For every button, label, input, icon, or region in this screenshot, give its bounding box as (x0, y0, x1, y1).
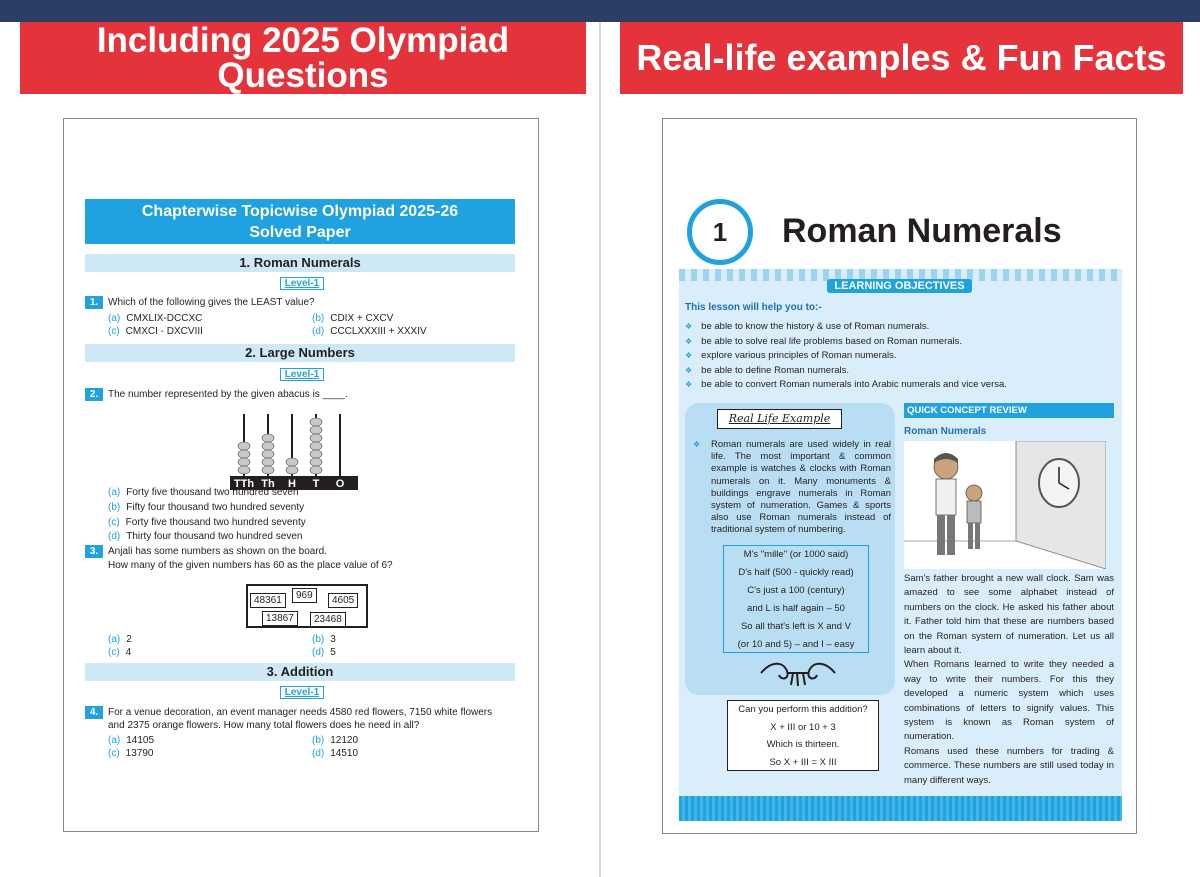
objective-item (685, 364, 1115, 379)
addition-line: Which is thirteen. (766, 739, 840, 750)
bullet-icon: ❖ (685, 380, 693, 390)
paper-title (85, 199, 515, 244)
objective-text: be able to define Roman numerals. (701, 364, 850, 376)
addition-box (727, 700, 879, 771)
question-number: 1. (85, 296, 103, 309)
option-label: (d) (108, 531, 121, 542)
option-text: CMXCI - DXCVIII (125, 326, 203, 337)
option-text: 12120 (330, 735, 359, 746)
concept-story (904, 572, 1114, 788)
right-banner: Real-life examples & Fun Facts (620, 22, 1183, 94)
section-heading: 3. Addition (85, 663, 515, 681)
option-text: Forty five thousand two hundred seventy (125, 517, 306, 528)
objective-item (685, 378, 1115, 393)
option-text: CMXLIX-DCCXC (126, 313, 203, 324)
poem-line: M's "mille" (or 1000 said) (743, 549, 849, 560)
story-paragraph: Sam's father brought a new wall clock. Sam was amazed to see some alphabet instead of numbers on the clock. He asked his father about it. Father told him that these are numbers based on the Roman system of numeration. Let us all learn about it. (904, 573, 1114, 657)
option (108, 501, 304, 514)
question-text: How many of the given numbers has 60 as the place value of 6? (108, 560, 393, 571)
option (108, 312, 202, 325)
question-number: 4. (85, 706, 103, 719)
footer-wave (679, 796, 1122, 821)
option (312, 633, 336, 646)
right-page-preview (662, 118, 1137, 834)
level-badge: Level-1 (280, 277, 324, 290)
objectives-list (685, 320, 1115, 393)
board-number: 969 (292, 588, 317, 603)
left-banner-line2: Questions (217, 56, 389, 95)
option (108, 633, 132, 646)
addition-line: So X + III = X III (769, 756, 837, 768)
chapter-number: 1 (687, 199, 753, 265)
real-life-example-body: Roman numerals are used widely in real life. The most important & common example is watches & clocks with Roman numerals on it. Many monuments & buildings engrave numerals in Roman system of numeration. Games & sports also use Roman numerals instead of traditional system of numbering. (711, 439, 891, 536)
option-label: (d) (312, 326, 325, 337)
real-life-example-panel (685, 403, 895, 695)
objective-text: be able to convert Roman numerals into Arabic numerals and vice versa. (701, 379, 1007, 391)
option (312, 646, 336, 659)
abacus-label: T (312, 478, 320, 490)
option-text: CCCLXXXIII + XXXIV (330, 326, 427, 337)
poem-line: D's half (500 - quickly read) (738, 567, 854, 578)
roman-numerals-poem (723, 545, 869, 653)
objective-item (685, 349, 1115, 364)
board-number: 4605 (328, 593, 358, 608)
board-number: 13867 (262, 611, 298, 626)
option (108, 486, 299, 499)
option-text: Thirty four thousand two hundred seven (126, 531, 303, 542)
option (312, 734, 358, 747)
poem-line: and L is half again – 50 (747, 603, 845, 614)
option-text: Fifty four thousand two hundred seventy (126, 502, 305, 513)
chapter-header (679, 194, 1122, 269)
chapter-page (679, 194, 1122, 821)
abacus-label: O (335, 478, 345, 490)
poem-line: C's just a 100 (century) (747, 585, 845, 596)
option (312, 325, 427, 338)
option-label: (c) (108, 517, 120, 528)
question-text: Which of the following gives the LEAST value? (108, 297, 315, 308)
option-text: 4 (125, 647, 132, 658)
story-paragraph: When Romans learned to write they needed a way to write their numbers. For this they developed a numeric system which uses combinations of letters to signify values. This system is known as Roman system of numeration. (904, 659, 1114, 743)
level-badge: Level-1 (280, 368, 324, 381)
lesson-intro: This lesson will help you to:- (685, 302, 822, 313)
option-label: (a) (108, 634, 121, 645)
option-label: (d) (312, 748, 325, 759)
option (108, 325, 203, 338)
bullet-icon: ❖ (685, 351, 693, 361)
bullet-icon: ❖ (685, 365, 693, 375)
abacus-label: TTh (233, 478, 255, 490)
ornament-icon (757, 659, 839, 687)
addition-line: Can you perform this addition? (738, 704, 868, 715)
abacus-label: H (288, 478, 296, 490)
board-number: 48361 (250, 593, 286, 608)
option (108, 516, 306, 529)
story-paragraph: Romans used these numbers for trading & commerce. These numbers are still used today in many different ways. (904, 745, 1114, 786)
level-badge: Level-1 (280, 686, 324, 699)
father-son-clock-illustration (904, 441, 1106, 569)
option-text: 3 (330, 634, 336, 645)
question-number: 2. (85, 388, 103, 401)
option (312, 312, 393, 325)
option-label: (b) (108, 502, 121, 513)
bullet-icon: ❖ (685, 322, 693, 331)
page-divider (599, 22, 601, 877)
question-number: 3. (85, 545, 103, 558)
objective-text: explore various principles of Roman numerals. (701, 350, 897, 362)
question-text: The number represented by the given abacus is ____. (108, 389, 348, 400)
option-label: (d) (312, 647, 325, 658)
option-label: (c) (108, 748, 120, 759)
option-text: CDIX + CXCV (330, 313, 394, 324)
option-text: 2 (126, 634, 132, 645)
option-label: (b) (312, 313, 325, 324)
paper-title-line2: Solved Paper (249, 224, 351, 241)
option-text: 14105 (126, 735, 155, 746)
option-label: (b) (312, 735, 325, 746)
quick-concept-subheading: Roman Numerals (904, 426, 987, 437)
option (108, 646, 131, 659)
option (312, 747, 358, 760)
abacus-label: Th (261, 478, 275, 490)
top-band (0, 0, 1200, 22)
learning-objectives-badge: LEARNING OBJECTIVES (827, 279, 972, 293)
option (108, 747, 153, 760)
chapter-title: Roman Numerals (782, 212, 1062, 250)
left-banner-line1: Including 2025 Olympiad (96, 21, 510, 60)
objective-item (685, 320, 1115, 335)
question-text: Anjali has some numbers as shown on the board. (108, 546, 328, 557)
question-text: and 2375 orange flowers. How many total flowers does he need in all? (108, 720, 420, 731)
option-label: (b) (312, 634, 325, 645)
real-life-example-text (693, 439, 891, 537)
option-text: 13790 (125, 748, 154, 759)
objective-text: be able to solve real life problems based on Roman numerals. (701, 335, 963, 347)
option (108, 530, 302, 543)
option-label: (c) (108, 326, 120, 337)
section-heading: 1. Roman Numerals (85, 254, 515, 272)
option-label: (a) (108, 735, 121, 746)
section-heading: 2. Large Numbers (85, 344, 515, 362)
paper-title-line1: Chapterwise Topicwise Olympiad 2025-26 (141, 203, 459, 220)
left-banner (20, 22, 586, 94)
number-board (246, 584, 368, 628)
question-text: For a venue decoration, an event manager needs 4580 red flowers, 7150 white flowers (108, 707, 493, 718)
option-label: (a) (108, 487, 121, 498)
poem-line: So all that's left is X and V (740, 621, 852, 632)
real-life-example-badge: Real Life Example (717, 409, 842, 429)
board-number: 23468 (310, 612, 346, 627)
bullet-icon: ❖ (685, 336, 693, 346)
left-page-preview (63, 118, 539, 832)
option-label: (a) (108, 313, 121, 324)
option-text: 5 (330, 647, 336, 658)
objective-text: be able to know the history & use of Roman numerals. (701, 321, 930, 332)
option (108, 734, 154, 747)
option-text: Forty five thousand two hundred seven (126, 487, 299, 498)
option-label: (c) (108, 647, 120, 658)
quick-concept-review-badge: QUICK CONCEPT REVIEW (904, 403, 1114, 418)
addition-line: X + III or 10 + 3 (770, 721, 836, 733)
objective-item (685, 335, 1115, 350)
option-text: 14510 (330, 748, 359, 759)
bullet-icon: ❖ (693, 440, 701, 449)
poem-line: (or 10 and 5) – and I – easy (737, 639, 855, 650)
